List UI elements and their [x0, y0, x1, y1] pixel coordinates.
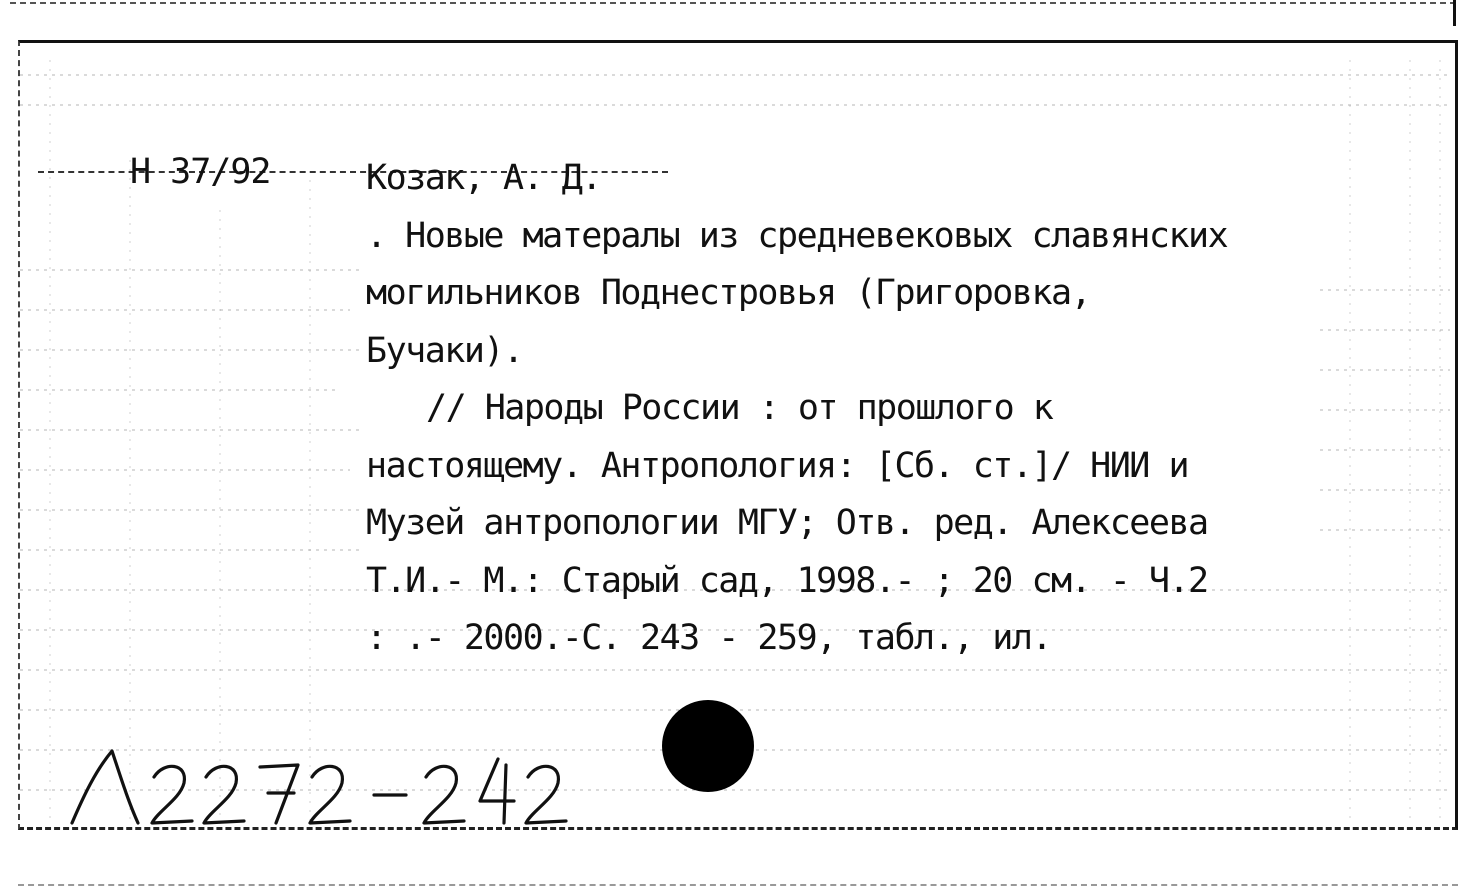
entry-line-4: // Народы России : от прошлого к	[426, 388, 1053, 428]
card-top-edge	[10, 2, 1456, 4]
entry-line-8: : .- 2000.-С. 243 - 259, табл., ил.	[366, 618, 1052, 658]
entry-line-5: настоящему. Антропология: [Сб. ст.]/ НИИ и	[366, 445, 1189, 486]
call-number: Н 37/92	[130, 152, 271, 192]
entry-line-7: Т.И.- М.: Старый сад, 1998.- ; 20 см. - Ч.2	[366, 560, 1208, 601]
card-punch-hole	[662, 700, 754, 792]
author-name: Козак, А. Д.	[366, 158, 601, 198]
card-corner-mark	[1453, 0, 1456, 26]
entry-line-2: могильников Поднестровья (Григоровка,	[366, 273, 1091, 313]
handwritten-inventory-number	[54, 735, 574, 835]
entry-line-6: Музей антропологии МГУ; Отв. ред. Алексеева	[366, 503, 1208, 543]
entry-line-3: Бучаки).	[366, 330, 523, 371]
scan-bottom-line	[18, 884, 1458, 886]
bibliographic-entry	[366, 150, 1316, 668]
entry-line-1: . Новые матерaлы из средневековых славянских	[366, 215, 1228, 256]
